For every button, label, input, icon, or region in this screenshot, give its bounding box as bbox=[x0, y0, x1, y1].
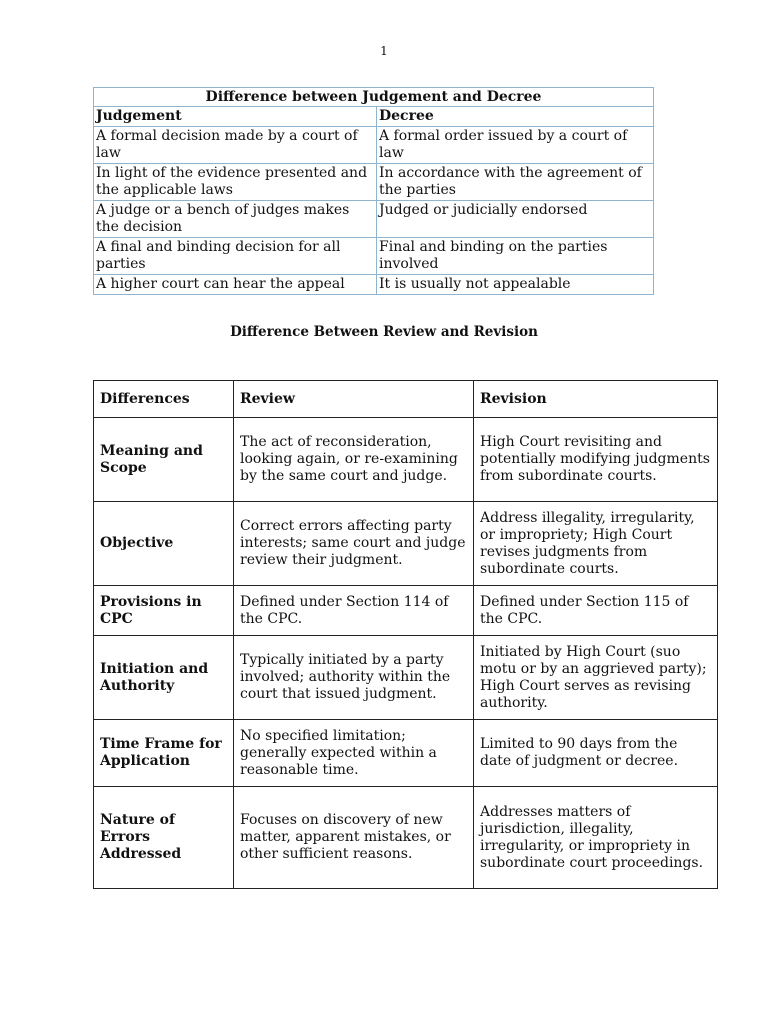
table-title: Difference between Judgement and Decree bbox=[94, 88, 654, 107]
column-header: Judgement bbox=[94, 107, 377, 127]
table-row bbox=[94, 201, 654, 238]
table-cell: In light of the evidence presented and the applicable laws bbox=[94, 164, 377, 201]
table-row bbox=[94, 787, 718, 889]
column-header: Revision bbox=[474, 381, 718, 418]
table-cell: Typically initiated by a party involved; authority within the court that issued judgment. bbox=[234, 636, 474, 720]
table-row bbox=[94, 502, 718, 586]
table-cell: No specified limitation; generally expected within a reasonable time. bbox=[234, 720, 474, 787]
row-label: Initiation and Authority bbox=[94, 636, 234, 720]
table-cell: Final and binding on the parties involved bbox=[377, 238, 654, 275]
page-number: 1 bbox=[380, 44, 388, 58]
table-cell: A formal order issued by a court of law bbox=[377, 127, 654, 164]
row-label: Objective bbox=[94, 502, 234, 586]
table-cell: Address illegality, irregularity, or impropriety; High Court revises judgments from subordinate courts. bbox=[474, 502, 718, 586]
row-label: Meaning and Scope bbox=[94, 418, 234, 502]
table-cell: A judge or a bench of judges makes the decision bbox=[94, 201, 377, 238]
table-row bbox=[94, 127, 654, 164]
row-label: Nature of Errors Addressed bbox=[94, 787, 234, 889]
column-header: Review bbox=[234, 381, 474, 418]
table-cell: Focuses on discovery of new matter, apparent mistakes, or other sufficient reasons. bbox=[234, 787, 474, 889]
row-label: Provisions in CPC bbox=[94, 586, 234, 636]
table-row bbox=[94, 275, 654, 295]
table-cell: Initiated by High Court (suo motu or by an aggrieved party); High Court serves as revising authority. bbox=[474, 636, 718, 720]
table-cell: A higher court can hear the appeal bbox=[94, 275, 377, 295]
table-cell: The act of reconsideration, looking again, or re-examining by the same court and judge. bbox=[234, 418, 474, 502]
table-cell: Defined under Section 114 of the CPC. bbox=[234, 586, 474, 636]
table-cell: Correct errors affecting party interests; same court and judge review their judgment. bbox=[234, 502, 474, 586]
column-header: Differences bbox=[94, 381, 234, 418]
table-cell: Judged or judicially endorsed bbox=[377, 201, 654, 238]
table-row bbox=[94, 636, 718, 720]
review-revision-table bbox=[93, 380, 718, 889]
table-cell: In accordance with the agreement of the parties bbox=[377, 164, 654, 201]
column-header: Decree bbox=[377, 107, 654, 127]
table-cell: High Court revisiting and potentially modifying judgments from subordinate courts. bbox=[474, 418, 718, 502]
header-row bbox=[94, 381, 718, 418]
table-row bbox=[94, 418, 718, 502]
table-cell: It is usually not appealable bbox=[377, 275, 654, 295]
table-cell: Addresses matters of jurisdiction, illegality, irregularity, or impropriety in subordinate court proceedings. bbox=[474, 787, 718, 889]
table-row bbox=[94, 238, 654, 275]
judgement-decree-table bbox=[93, 87, 654, 295]
table-cell: A formal decision made by a court of law bbox=[94, 127, 377, 164]
section-heading: Difference Between Review and Revision bbox=[230, 324, 538, 340]
table-cell: Limited to 90 days from the date of judgment or decree. bbox=[474, 720, 718, 787]
row-label: Time Frame for Application bbox=[94, 720, 234, 787]
table-row bbox=[94, 164, 654, 201]
table-row bbox=[94, 586, 718, 636]
table-cell: A final and binding decision for all parties bbox=[94, 238, 377, 275]
table-row bbox=[94, 720, 718, 787]
table-cell: Defined under Section 115 of the CPC. bbox=[474, 586, 718, 636]
